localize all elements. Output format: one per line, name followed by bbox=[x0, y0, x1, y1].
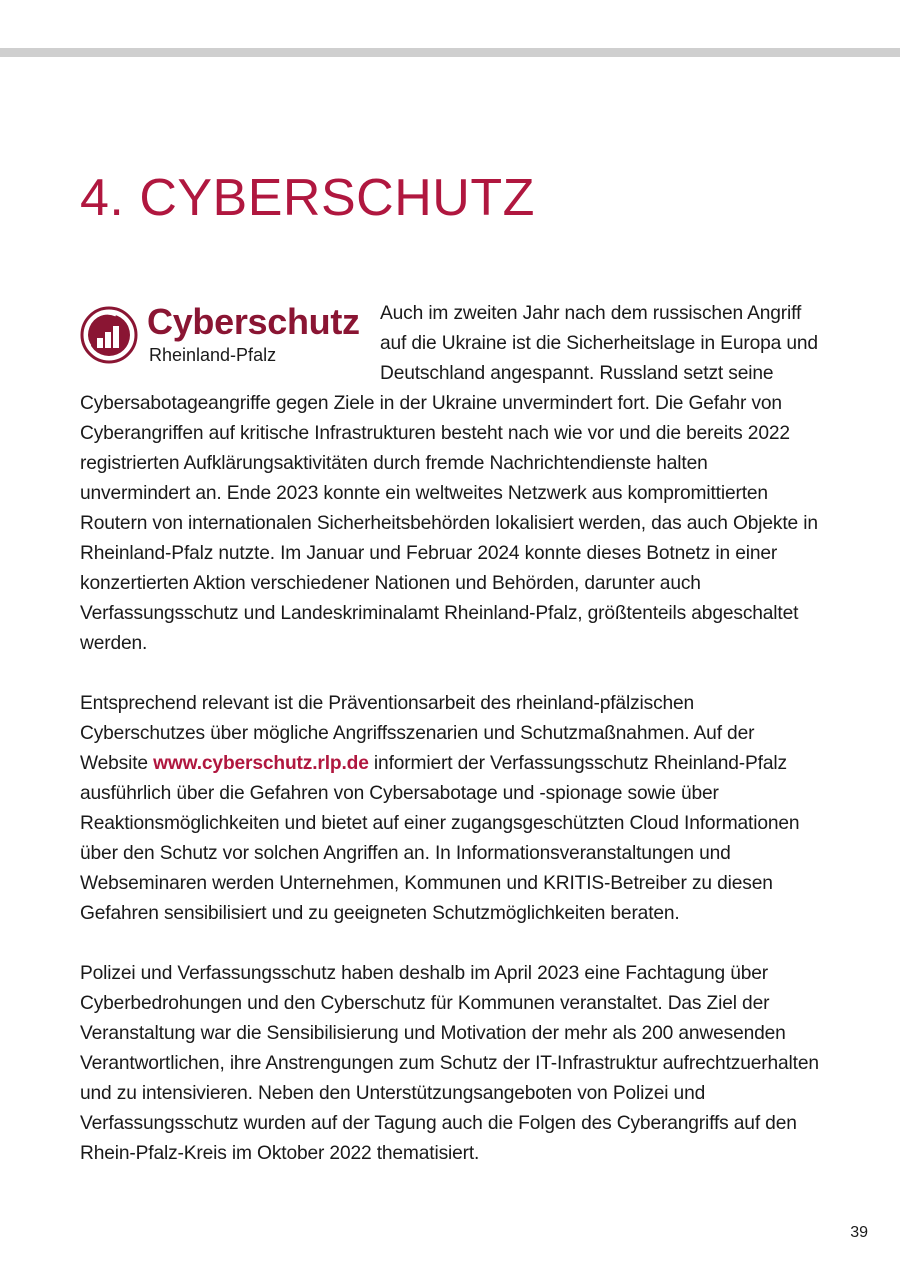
page-number: 39 bbox=[850, 1224, 868, 1241]
logo-title: Cyberschutz bbox=[147, 301, 360, 342]
paragraph-2 bbox=[80, 689, 820, 929]
paragraph-1 bbox=[80, 299, 820, 659]
paragraph-3: Polizei und Verfassungsschutz haben deshalb im April 2023 eine Fachtagung über Cyberbedrohungen und den Cyberschutz für Kommunen veranstaltet. Das Ziel der Veranstaltung war die Sensibilisierung und Motivation der mehr als 200 anwesenden Verantwortlichen, ihre Anstrengungen zum Schutz der IT-Infrastruktur aufrechtzuerhalten und zu intensivieren. Neben den Unterstützungsangeboten von Polizei und Verfassungsschutz wurden auf der Tagung auch die Folgen des Cyberangriffs auf den Rhein-Pfalz-Kreis im Oktober 2022 thematisiert. bbox=[80, 963, 819, 1164]
paragraph-2-text-before: Entsprechend relevant ist die Präventionsarbeit des rheinland-pfälzischen Cyberschutzes über mögliche Angriffsszenarien und Schutzmaßnahmen. Auf der Website bbox=[80, 693, 755, 774]
top-divider bbox=[0, 48, 900, 57]
page-title: 4. CYBERSCHUTZ bbox=[80, 169, 535, 227]
logo-spacer bbox=[80, 299, 380, 387]
logo-subtitle: Rheinland-Pfalz bbox=[149, 345, 277, 365]
website-link[interactable]: www.cyberschutz.rlp.de bbox=[153, 753, 369, 774]
paragraph-1-text: Auch im zweiten Jahr nach dem russischen Angriff auf die Ukraine ist die Sicherheitslage in Europa und Deutschland angespannt. Russland setzt seine Cybersabotageangriffe gegen Ziele in der Ukraine unvermindert fort. Die Gefahr von Cyberangriffen auf kritische Infrastrukturen besteht nach wie vor und die bereits 2022 registrierten Aufklärungsaktivitäten durch fremde Nachrichtendienste halten unvermindert an. Ende 2023 konnte ein weltweites Netzwerk aus kompromittierten Routern von internationalen Sicherheitsbehörden lokalisiert werden, das auch Objekte in Rheinland-Pfalz nutzte. Im Januar und Februar 2024 konnte dieses Botnetz in einer konzertierten Aktion verschiedener Nationen und Behörden, darunter auch Verfassungsschutz und Landeskriminalamt Rheinland-Pfalz, größtenteils abgeschaltet werden. bbox=[80, 303, 818, 654]
paragraph-2-text-after: informiert der Verfassungsschutz Rheinland-Pfalz ausführlich über die Gefahren von Cybersabotage und -spionage sowie über Reaktionsmöglichkeiten und bietet auf einer zugangsgeschützten Cloud Informationen über den Schutz vor solchen Angriffen an. In Informationsveranstaltungen und Webseminaren werden Unternehmen, Kommunen und KRITIS-Betreiber zu diesen Gefahren sensibilisiert und zu geeigneten Schutzmöglichkeiten beraten. bbox=[80, 753, 800, 924]
article-body bbox=[80, 299, 820, 1199]
